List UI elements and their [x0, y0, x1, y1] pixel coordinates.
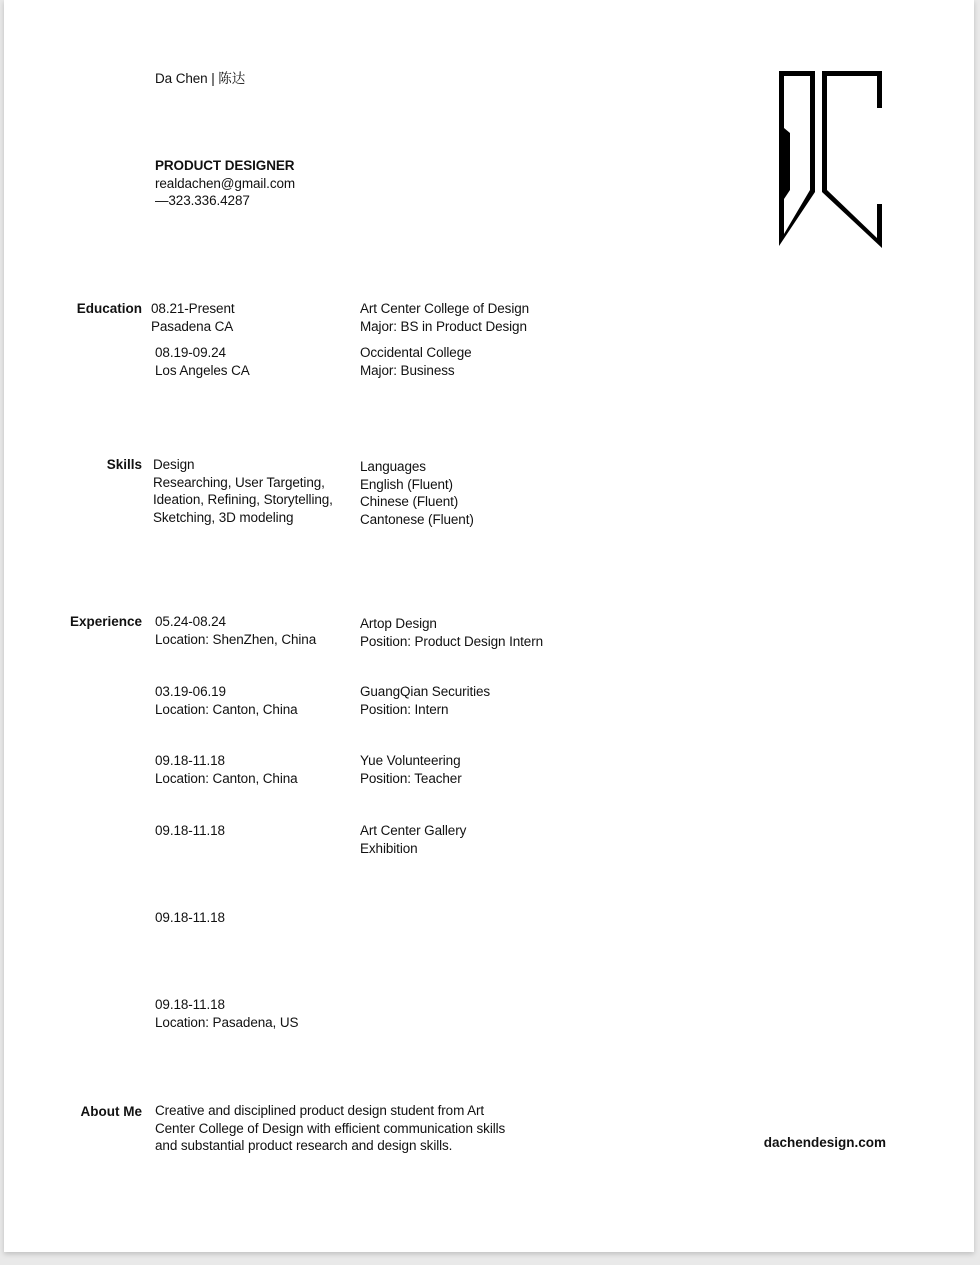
experience-entry-2-org: [360, 683, 490, 718]
experience-org: Art Center Gallery: [360, 823, 467, 838]
job-title: PRODUCT DESIGNER: [155, 158, 295, 173]
education-school: Art Center College of Design: [360, 301, 530, 316]
education-date: 08.19-09.24: [155, 345, 226, 360]
language-item: Chinese (Fluent): [360, 494, 459, 509]
experience-date: 09.18-11.18: [155, 910, 225, 925]
resume-page: [4, 0, 974, 1252]
experience-position: Position: Teacher: [360, 770, 462, 786]
language-item: Cantonese (Fluent): [360, 511, 474, 527]
education-school: Occidental College: [360, 345, 472, 360]
about-line: Center College of Design with efficient communication skills: [155, 1120, 506, 1136]
education-entry-2-date-location: [155, 344, 250, 379]
design-skills-title: Design: [153, 457, 195, 472]
experience-entry-5-date: [155, 909, 225, 927]
experience-entry-4-org: [360, 822, 466, 857]
design-skills-line: Sketching, 3D modeling: [153, 509, 294, 525]
experience-entry-3-org: [360, 752, 462, 787]
dc-monogram-logo-icon: [776, 68, 886, 252]
experience-location: Location: Canton, China: [155, 770, 298, 786]
experience-date: 03.19-06.19: [155, 684, 226, 699]
skills-heading: Skills: [106, 457, 142, 472]
experience-date: 05.24-08.24: [155, 614, 226, 629]
person-name: Da Chen | 陈达: [155, 71, 246, 86]
design-skills-line: Ideation, Refining, Storytelling,: [153, 492, 333, 507]
language-skills: [360, 458, 474, 528]
education-entry-2-school: [360, 344, 472, 379]
education-entry-1-date-location: [151, 300, 235, 335]
experience-location: Location: ShenZhen, China: [155, 631, 317, 647]
education-entry-1-school: [360, 300, 529, 335]
education-date: 08.21-Present: [151, 301, 235, 316]
experience-entry-1-date: [155, 613, 316, 648]
phone-text: —323.336.4287: [155, 193, 250, 208]
experience-org: Artop Design: [360, 616, 437, 631]
education-major: Major: Business: [360, 362, 455, 378]
experience-location: Location: Canton, China: [155, 701, 298, 717]
experience-location: Location: Pasadena, US: [155, 1014, 299, 1030]
experience-entry-6-date: [155, 996, 298, 1031]
design-skills: [153, 456, 333, 526]
about-text: [155, 1102, 505, 1155]
experience-position: Exhibition: [360, 840, 418, 856]
design-skills-line: Researching, User Targeting,: [153, 474, 325, 490]
experience-entry-4-date: [155, 822, 225, 840]
experience-date: 09.18-11.18: [155, 997, 225, 1012]
language-item: English (Fluent): [360, 476, 453, 492]
education-location: Pasadena CA: [151, 318, 234, 334]
education-heading: Education: [76, 301, 142, 316]
languages-title: Languages: [360, 459, 426, 474]
experience-heading: Experience: [69, 614, 142, 629]
experience-position: Position: Product Design Intern: [360, 633, 543, 649]
experience-entry-3-date: [155, 752, 298, 787]
about-line: and substantial product research and design skills.: [155, 1138, 453, 1153]
experience-date: 09.18-11.18: [155, 823, 225, 838]
experience-date: 09.18-11.18: [155, 753, 225, 768]
experience-position: Position: Intern: [360, 701, 449, 717]
education-location: Los Angeles CA: [155, 362, 250, 378]
experience-entry-2-date: [155, 683, 298, 718]
about-heading: About Me: [80, 1104, 142, 1119]
website-link[interactable]: dachendesign.com: [763, 1135, 886, 1150]
email-text: realdachen@gmail.com: [155, 176, 296, 191]
education-major: Major: BS in Product Design: [360, 318, 527, 334]
about-line: Creative and disciplined product design student from Art: [155, 1103, 485, 1118]
experience-entry-1-org: [360, 615, 543, 650]
experience-org: GuangQian Securities: [360, 684, 491, 699]
experience-org: Yue Volunteering: [360, 753, 461, 768]
